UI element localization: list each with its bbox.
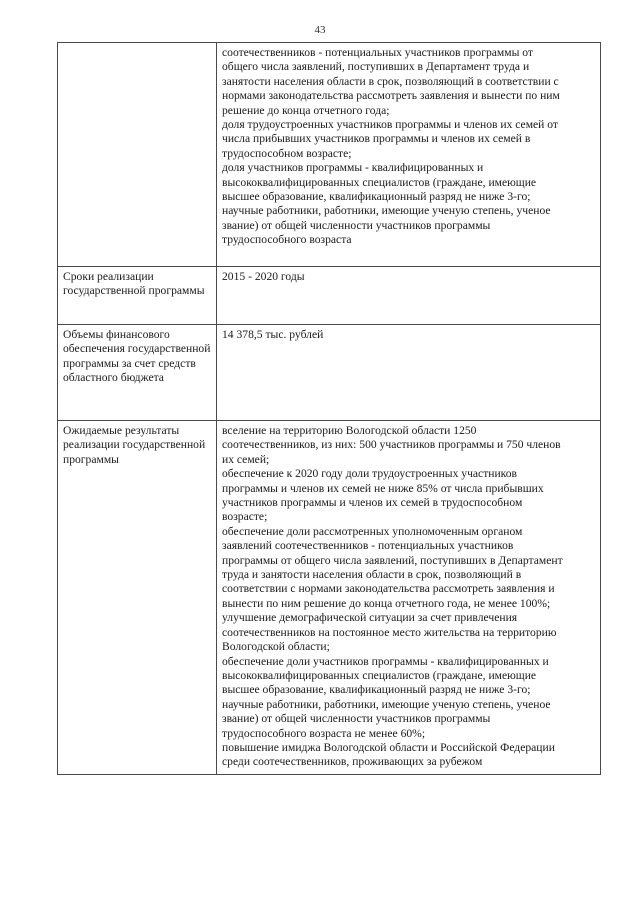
text-line: решение до конца отчетного года; (222, 103, 390, 117)
row-value (217, 421, 601, 775)
text-line: вселение на территорию Вологодской области 1250 (222, 424, 477, 437)
text-line: Вологодской области; (222, 640, 330, 654)
text-line: нормами законодательства рассмотреть заявления и вынести по ним (222, 89, 560, 103)
text-line: трудоспособного возраста не менее 60%; (222, 726, 426, 740)
text-line: участников программы и членов их семей в трудоспособном (222, 496, 523, 510)
text-line: соотечественников, из них: 500 участников программы и 750 членов (222, 438, 561, 452)
text-line: обеспечение к 2020 году доли трудоустроенных участников (222, 467, 517, 481)
row-value (217, 325, 601, 421)
text-line: 2015 - 2020 годы (222, 270, 305, 283)
text-line: заявлений соотечественников - потенциальных участников (222, 539, 514, 553)
text-line: звание) от общей численности участников программы (222, 218, 491, 232)
row-label: Объемы финансового обеспечения государственной программы за счет средств областного бюджета (58, 325, 217, 421)
row-label (58, 43, 217, 267)
text-line: программы и членов их семей не ниже 85% от числа прибывших (222, 481, 544, 495)
text-line: соответствии с нормами законодательства рассмотреть заявления и (222, 582, 555, 596)
text-line: труда и занятости населения области в срок, позволяющий в (222, 568, 522, 582)
text-line: обеспечение доли рассмотренных уполномоченным органом (222, 524, 523, 538)
text-line: среди соотечественников, проживающих за рубежом (222, 755, 483, 769)
text-line: их семей; (222, 452, 270, 466)
text-line: доля участников программы - квалифицированных и (222, 161, 484, 175)
text-line: высококвалифицированных специалистов (граждане, имеющие (222, 668, 537, 682)
text-line: высшее образование, квалификационный разряд не ниже 3-го; (222, 190, 531, 204)
row-label: Сроки реализации государственной программы (58, 267, 217, 325)
text-line: трудоспособного возраста (222, 233, 352, 247)
text-line: соотечественников на постоянное место жительства на территорию (222, 625, 557, 639)
text-line: доля трудоустроенных участников программы и членов их семей от (222, 118, 558, 132)
text-line: общего числа заявлений, поступивших в Департамент труда и (222, 60, 530, 74)
text-line: повышение имиджа Вологодской области и Российской Федерации (222, 740, 555, 754)
text-line: соотечественников - потенциальных участников программы от (222, 46, 533, 59)
table-row (58, 325, 601, 421)
text-line: улучшение демографической ситуации за счет привлечения (222, 611, 518, 625)
table-row (58, 43, 601, 267)
table-row (58, 421, 601, 775)
row-label: Ожидаемые результаты реализации государственной программы (58, 421, 217, 775)
text-line: 14 378,5 тыс. рублей (222, 328, 324, 341)
text-line: возрасте; (222, 510, 268, 524)
text-line: высшее образование, квалификационный разряд не ниже 3-го; (222, 683, 531, 697)
page-number: 43 (314, 24, 326, 36)
text-line: трудоспособном возрасте; (222, 146, 352, 160)
text-line: обеспечение доли участников программы - квалифицированных и (222, 654, 549, 668)
text-line: вынести по ним решение до конца отчетного года, не менее 100%; (222, 596, 551, 610)
row-value (217, 267, 601, 325)
text-line: числа прибывших участников программы и членов их семей в (222, 132, 531, 146)
text-line: научные работники, работники, имеющие ученую степень, ученое (222, 204, 551, 218)
program-passport-table (57, 42, 601, 775)
text-line: программы от общего числа заявлений, поступивших в Департамент (222, 553, 563, 567)
text-line: научные работники, работники, имеющие ученую степень, ученое (222, 697, 551, 711)
text-line: занятости населения области в срок, позволяющий в соответствии с (222, 74, 559, 88)
text-line: высококвалифицированных специалистов (граждане, имеющие (222, 175, 537, 189)
text-line: звание) от общей численности участников программы (222, 712, 491, 726)
table-row (58, 267, 601, 325)
row-value (217, 43, 601, 267)
